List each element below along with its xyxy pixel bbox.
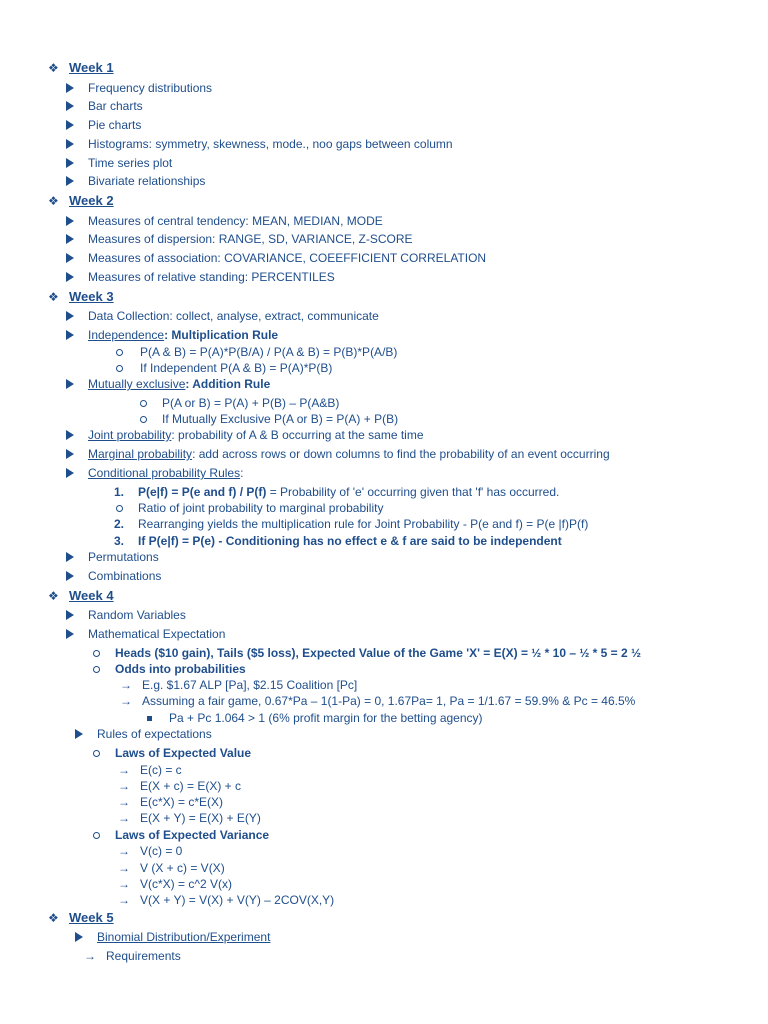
arrowhead-bullet-icon xyxy=(66,120,74,130)
circle-bullet-icon xyxy=(93,750,100,757)
circle-bullet-icon xyxy=(93,832,100,839)
arrow-bullet-icon: → xyxy=(118,795,130,809)
square-bullet-icon xyxy=(147,716,152,721)
arrow-bullet-icon: → xyxy=(120,694,132,708)
week-title: Week 1 xyxy=(69,60,114,75)
arrowhead-bullet-icon xyxy=(66,552,74,562)
document-page: ❖ Week 1 Frequency distributions Bar charts Pie charts Histograms: symmetry, skewness, mode., noo gaps between column Time series plot Bivariate relationships ❖ Week 2 Measures of central tendency: MEAN, MEDIAN, MODE Measures of dispersion: RANGE, SD, VARIANCE, Z-SCORE Measures of association: COVARIANCE, COEEFFICIENT CORRELATION Measures of relative standing: PERCENTILES ❖ Week 3 Data Collection: collect, analyse, extract, communicate Independence: Multiplication Rule P(A & B) = P(A)*P(B/A) / P(A & B) = P(B)*P(A/B) If Independent P(A & B) = P(A)*P(B) Mutually exclusive: Addition Rule P(A or B) = P(A) + P(B) – P(A&B) If Mutually Exclusive P(A or B) = P(A) + P(B) Joint probability: probability of A & B occurring at the same time Marginal probability: add across rows or down columns to find the probability of an event occurring Conditional probability Rules: 1. P(e|f) = P(e and f) / P(f) = Probability of 'e' occurring given that 'f' has occurred. Ratio of joint probability to marginal probability 2. Rearranging yields the multiplication rule for Joint Probability - P(e and f) = P(e |f)P(f) 3. If P(e|f) = P(e) - Conditioning has no effect e & f are said to be independent Permutations Combinations ❖ Week 4 Random Variables Mathematical Expectation Heads ($10 gain), Tails ($5 loss), Expected Value of the Game 'X' = E(X) = ½ * 10 – ½ * 5 = 2 ½ Odds into probabilities → E.g. $1.67 ALP [Pa], $2.15 Coalition [Pc] → Assuming a fair game, 0.67*Pa – 1(1-Pa) = 0, 1.67Pa= 1, Pa = 1/1.67 = 59.9% & Pc = 46.5% Pa + Pc 1.064 > 1 (6% profit margin for the betting agency) Rules of expectations Laws of Expected Value → E(c) = c → E(X + c) = E(X) + c → E(c*X) = c*E(X) → E(X + Y) = E(X) + E(Y) Laws of Expected Variance → V(c) = 0 → V (X + c) = V(X) → V(c*X) = c^2 V(x) → V(X + Y) = V(X) + V(Y) – 2COV(X,Y) ❖ Week 5 Binomial Distribution/Experiment → Requirements xyxy=(48,60,642,963)
arrow-bullet-icon: → xyxy=(118,811,130,825)
arrowhead-bullet-icon xyxy=(66,571,74,581)
arrow-bullet-icon: → xyxy=(118,861,130,875)
arrow-bullet-icon: → xyxy=(118,763,130,777)
diamond-bullet-icon: ❖ xyxy=(48,911,59,925)
arrow-bullet-icon: → xyxy=(118,779,130,793)
diamond-bullet-icon: ❖ xyxy=(48,194,59,208)
week-title: Week 3 xyxy=(69,289,114,304)
circle-bullet-icon xyxy=(93,650,100,657)
week-title: Week 5 xyxy=(69,910,114,925)
arrowhead-bullet-icon xyxy=(66,629,74,639)
arrow-bullet-icon: → xyxy=(120,678,132,692)
term-label: Mutually exclusive xyxy=(88,377,186,391)
arrowhead-bullet-icon xyxy=(66,176,74,186)
arrowhead-bullet-icon xyxy=(75,932,83,942)
arrowhead-bullet-icon xyxy=(66,272,74,282)
arrowhead-bullet-icon xyxy=(75,729,83,739)
term-label: Independence xyxy=(88,328,165,342)
arrow-bullet-icon: → xyxy=(118,893,130,907)
arrowhead-bullet-icon xyxy=(66,449,74,459)
arrowhead-bullet-icon xyxy=(66,234,74,244)
circle-bullet-icon xyxy=(116,365,123,372)
circle-bullet-icon xyxy=(116,505,123,512)
circle-bullet-icon xyxy=(140,416,147,423)
arrowhead-bullet-icon xyxy=(66,468,74,478)
circle-bullet-icon xyxy=(140,400,147,407)
arrowhead-bullet-icon xyxy=(66,83,74,93)
arrowhead-bullet-icon xyxy=(66,253,74,263)
arrowhead-bullet-icon xyxy=(66,101,74,111)
arrow-bullet-icon: → xyxy=(84,949,96,963)
term-label: Joint probability xyxy=(88,428,172,442)
arrow-bullet-icon: → xyxy=(118,877,130,891)
arrowhead-bullet-icon xyxy=(66,430,74,440)
term-label: Conditional probability Rules xyxy=(88,466,241,480)
circle-bullet-icon xyxy=(116,349,123,356)
diamond-bullet-icon: ❖ xyxy=(48,589,59,603)
diamond-bullet-icon: ❖ xyxy=(48,290,59,304)
week-title: Week 4 xyxy=(69,588,114,603)
arrowhead-bullet-icon xyxy=(66,311,74,321)
arrowhead-bullet-icon xyxy=(66,379,74,389)
arrowhead-bullet-icon xyxy=(66,158,74,168)
circle-bullet-icon xyxy=(93,666,100,673)
arrowhead-bullet-icon xyxy=(66,139,74,149)
term-label: Marginal probability xyxy=(88,447,193,461)
week-title: Week 2 xyxy=(69,193,114,208)
arrowhead-bullet-icon xyxy=(66,216,74,226)
arrow-bullet-icon: → xyxy=(118,844,130,858)
arrowhead-bullet-icon xyxy=(66,610,74,620)
arrowhead-bullet-icon xyxy=(66,330,74,340)
diamond-bullet-icon: ❖ xyxy=(48,61,59,75)
